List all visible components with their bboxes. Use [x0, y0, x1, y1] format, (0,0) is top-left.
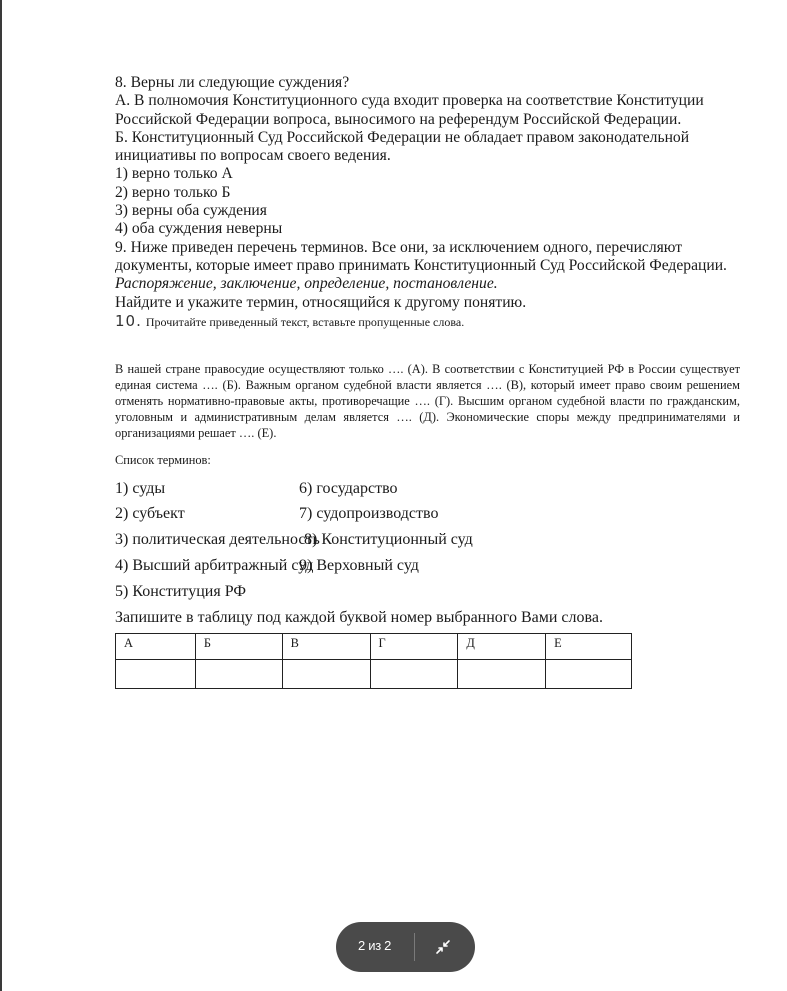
question-8: [115, 74, 740, 239]
document-page: [115, 74, 740, 330]
term-6: 6) государство: [299, 480, 398, 497]
answer-cell: [458, 660, 546, 689]
option-2: 2) верно только Б: [115, 183, 231, 201]
table-header-cell: Г: [370, 634, 458, 660]
table-header-cell: Д: [458, 634, 546, 660]
term-5: 5) Конституция РФ: [115, 583, 246, 600]
question-10-passage: В нашей стране правосудие осуществляют только …. (А). В соответствии с Конституцией РФ в России существует единая система …. (Б). Важным органом судебной власти является …. (В), который имеет право своим решением отменять нормативно-правовые акты, противоречащие …. (Г). Высшим органом судебной власти по гражданским, уголовным и административным делам является …. (Д). Экономические споры между предпринимателями и организациями решает …. (Е).: [115, 362, 740, 441]
term-7: 7) судопроизводство: [299, 505, 439, 522]
answer-cell: [116, 660, 196, 689]
statement-b: Б. Конституционный Суд Российской Федерации не обладает правом законодательной инициативы по вопросам своего ведения.: [115, 128, 690, 165]
table-header-cell: А: [116, 634, 196, 660]
question-10-number: 10.: [115, 311, 142, 330]
option-4: 4) оба суждения неверны: [115, 220, 283, 238]
question-9-task: Найдите и укажите термин, относящийся к другому понятию.: [115, 293, 527, 311]
answer-cell: [546, 660, 632, 689]
term-2: 2) субъект: [115, 505, 185, 522]
collapse-arrows-icon[interactable]: [432, 936, 454, 958]
answer-cell: [370, 660, 458, 689]
question-10-title: Прочитайте приведенный текст, вставьте пропущенные слова.: [145, 314, 465, 329]
terms-section: [115, 453, 740, 693]
term-9: 9) Верховный суд: [299, 557, 419, 574]
term-3: 3) политическая деятельность: [115, 531, 320, 548]
table-header-cell: В: [282, 634, 370, 660]
table-header-cell: Б: [195, 634, 282, 660]
answer-cell: [195, 660, 282, 689]
term-1: 1) суды: [115, 480, 166, 497]
option-3: 3) верны оба суждения: [115, 202, 267, 220]
page-navigation-pill: [336, 922, 475, 972]
option-1: 1) верно только А: [115, 165, 233, 183]
term-8: 8) Конституционный суд: [304, 531, 473, 548]
question-8-title: 8. Верны ли следующие суждения?: [115, 74, 350, 91]
table-instruction: Запишите в таблицу под каждой буквой номер выбранного Вами слова.: [115, 609, 603, 626]
statement-a: А. В полномочия Конституционного суда входит проверка на соответствие Конституции Российской Федерации вопроса, выносимого на референдум Российской Федерации.: [115, 92, 704, 128]
collapse-arrows-icon-graphic: [432, 936, 454, 958]
answer-cell: [282, 660, 370, 689]
page-indicator: 2 из 2: [358, 938, 392, 953]
table-header-cell: Е: [546, 634, 632, 660]
answer-table-header-row: [116, 634, 632, 660]
pill-divider: [414, 933, 415, 961]
question-9-terms: Распоряжение, заключение, определение, постановление.: [115, 275, 498, 293]
question-10-header: [115, 313, 740, 330]
terms-list-title: Список терминов:: [115, 453, 211, 467]
question-10-body: [115, 361, 740, 441]
question-9: [115, 239, 740, 312]
term-4: 4) Высший арбитражный суд: [115, 557, 314, 574]
question-9-text: 9. Ниже приведен перечень терминов. Все они, за исключением одного, перечисляют документы, которые имеет право принимать Конституционный Суд Российской Федерации.: [115, 238, 727, 274]
answer-table: [115, 633, 632, 689]
answer-table-input-row: [116, 660, 632, 689]
page-left-border: [0, 0, 2, 991]
